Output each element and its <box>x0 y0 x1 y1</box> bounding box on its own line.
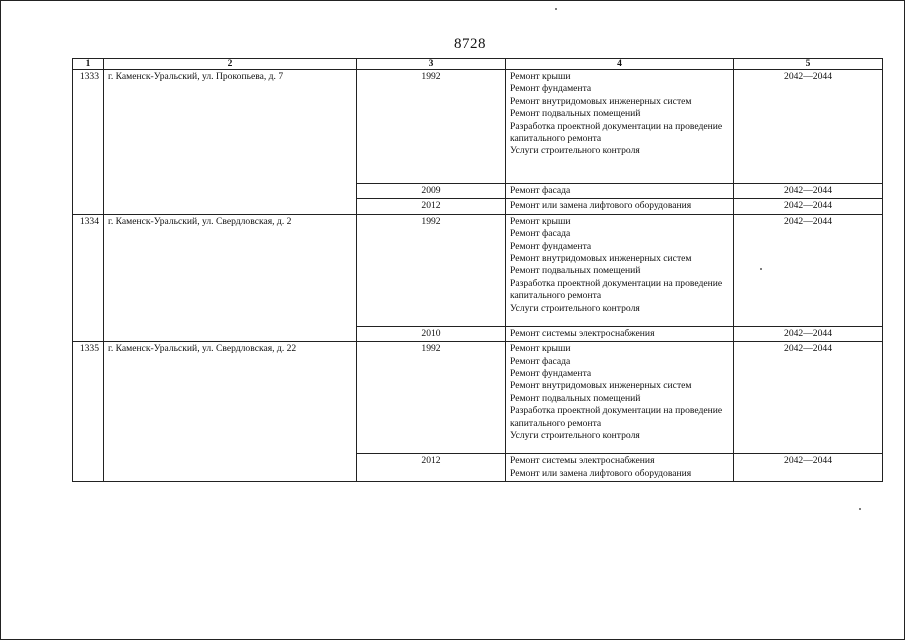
repair-period: 2042—2044 <box>734 342 883 454</box>
commission-year: 2010 <box>357 326 506 341</box>
work-list <box>506 214 734 326</box>
work-item: Разработка проектной документации на проведение капитального ремонта <box>510 277 723 302</box>
work-item: Ремонт фундамента <box>510 240 592 252</box>
scan-speck <box>859 508 861 510</box>
capital-repair-table <box>72 58 883 482</box>
work-item: Ремонт крыши <box>510 215 571 227</box>
work-item: Ремонт подвальных помещений <box>510 265 641 277</box>
commission-year: 2012 <box>357 454 506 482</box>
header-col-1: 1 <box>73 59 104 70</box>
work-item: Ремонт фасада <box>510 185 571 196</box>
work-item: Ремонт или замена лифтового оборудования <box>510 467 692 479</box>
work-item: Ремонт фасада <box>510 228 571 240</box>
work-item: Разработка проектной документации на проведение капитального ремонта <box>510 405 723 429</box>
table-row <box>73 342 883 454</box>
building-address: г. Каменск-Уральский, ул. Свердловская, д. 2 <box>104 214 357 341</box>
header-col-2: 2 <box>104 59 357 70</box>
page-number: 8728 <box>454 36 486 52</box>
row-number: 1334 <box>73 214 104 341</box>
row-number: 1335 <box>73 342 104 482</box>
work-item: Услуги строительного контроля <box>510 302 640 314</box>
table-row <box>73 214 883 326</box>
header-row <box>73 59 883 70</box>
commission-year: 1992 <box>357 214 506 326</box>
work-item: Ремонт системы электроснабжения <box>510 455 655 467</box>
work-item: Ремонт крыши <box>510 71 571 82</box>
work-item: Ремонт фундамента <box>510 368 592 380</box>
header-col-3: 3 <box>357 59 506 70</box>
header-col-5: 5 <box>734 59 883 70</box>
work-item: Ремонт системы электроснабжения <box>510 327 655 339</box>
work-item: Ремонт внутридомовых инженерных систем <box>510 253 692 265</box>
scan-speck <box>555 8 557 10</box>
work-item: Ремонт подвальных помещений <box>510 108 641 120</box>
work-item: Разработка проектной документации на проведение капитального ремонта <box>510 120 723 145</box>
work-list <box>506 342 734 454</box>
repair-period: 2042—2044 <box>734 199 883 214</box>
work-item: Услуги строительного контроля <box>510 145 640 157</box>
work-list <box>506 70 734 184</box>
repair-period: 2042—2044 <box>734 184 883 199</box>
work-item: Ремонт крыши <box>510 343 571 355</box>
commission-year: 2009 <box>357 184 506 199</box>
work-list <box>506 199 734 214</box>
work-list <box>506 184 734 199</box>
commission-year: 1992 <box>357 342 506 454</box>
work-item: Ремонт подвальных помещений <box>510 392 641 404</box>
scan-speck <box>760 268 762 270</box>
building-address: г. Каменск-Уральский, ул. Прокопьева, д. 7 <box>104 70 357 215</box>
repair-period: 2042—2044 <box>734 326 883 341</box>
building-address: г. Каменск-Уральский, ул. Свердловская, д. 22 <box>104 342 357 482</box>
commission-year: 1992 <box>357 70 506 184</box>
work-item: Услуги строительного контроля <box>510 430 640 442</box>
header-col-4: 4 <box>506 59 734 70</box>
repair-period: 2042—2044 <box>734 214 883 326</box>
work-item: Ремонт внутридомовых инженерных систем <box>510 95 692 107</box>
work-list <box>506 326 734 341</box>
row-number: 1333 <box>73 70 104 215</box>
work-item: Ремонт фундамента <box>510 83 592 95</box>
repair-period: 2042—2044 <box>734 454 883 482</box>
work-list <box>506 454 734 482</box>
work-item: Ремонт или замена лифтового оборудования <box>510 200 692 212</box>
work-item: Ремонт внутридомовых инженерных систем <box>510 380 692 392</box>
repair-period: 2042—2044 <box>734 70 883 184</box>
table-row <box>73 70 883 184</box>
work-item: Ремонт фасада <box>510 355 571 367</box>
commission-year: 2012 <box>357 199 506 214</box>
